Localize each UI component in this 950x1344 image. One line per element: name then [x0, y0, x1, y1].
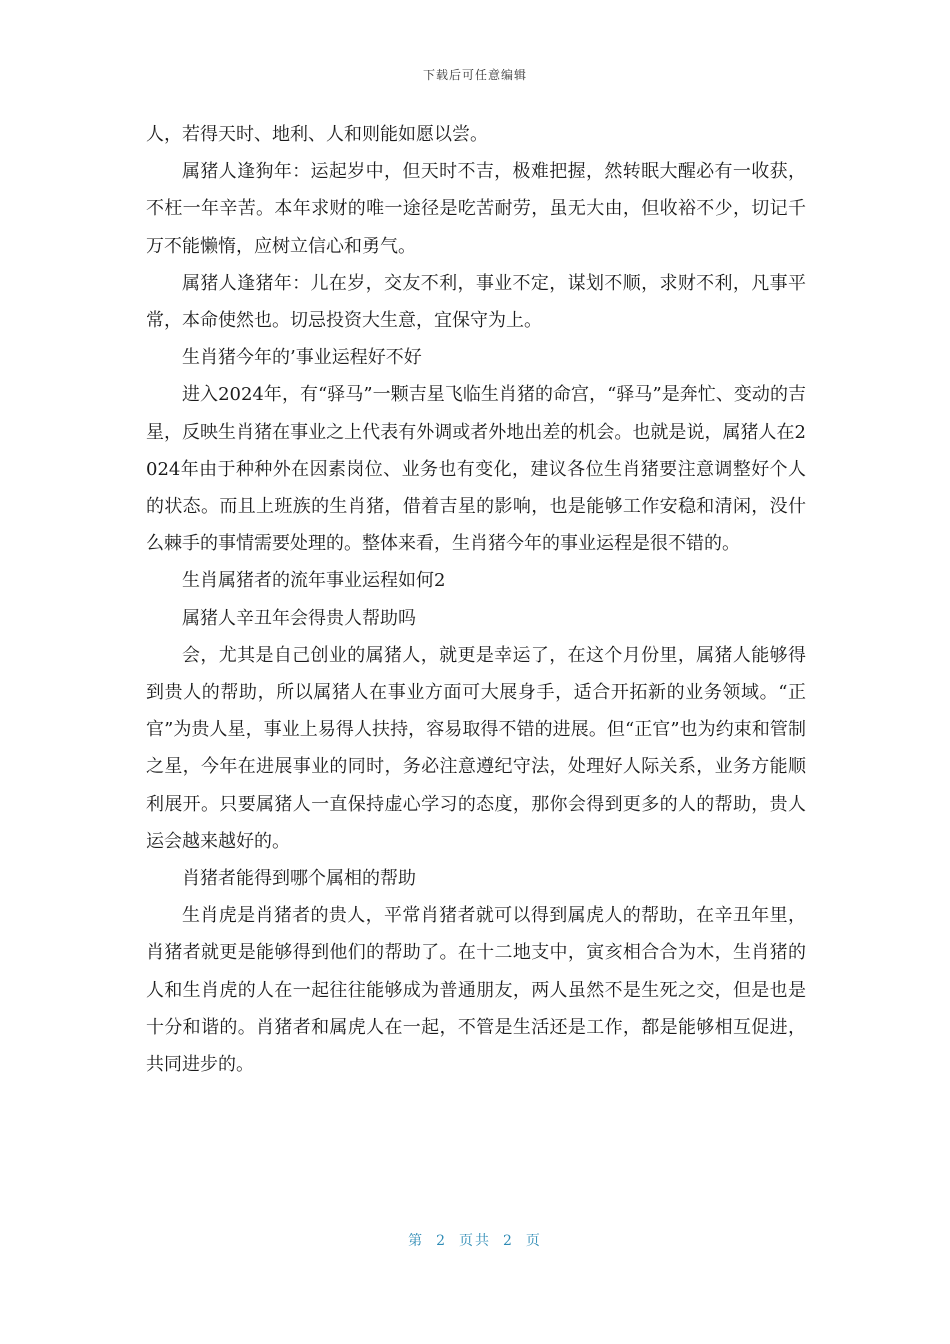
paragraph: 会，尤其是自己创业的属猪人，就更是幸运了，在这个月份里，属猪人能够得到贵人的帮助，所以属猪人在事业方面可大展身手，适合开拓新的业务领域。“正官”为贵人星，事业上易得人扶持，容易取得不错的进展。但“正官”也为约束和管制之星，今年在进展事业的同时，务必注意遵纪守法，处理好人际关系，业务方能顺利展开。只要属猪人一直保持虚心学习的态度，那你会得到更多的人的帮助，贵人运会越来越好的。 [146, 644, 806, 852]
total-page-number: 2 [503, 1233, 514, 1249]
footer-word: 页共 [459, 1233, 491, 1249]
section-heading: 属猪人辛丑年会得贵人帮助吗 [182, 607, 416, 629]
footer-word: 第 [408, 1233, 425, 1249]
paragraph: 进入2024年，有“驿马”一颗吉星飞临生肖猪的命宫，“驿马”是奔忙、变动的吉星，反映生肖猪在事业之上代表有外调或者外地出差的机会。也就是说，属猪人在2024年由于种种外在因素岗位、业务也有变化，建议各位生肖猪要注意调整好个人的状态。而且上班族的生肖猪，借着吉星的影响，也是能够工作安稳和清闲，没什么棘手的事情需要处理的。整体来看，生肖猪今年的事业运程是很不错的。 [146, 384, 806, 555]
footer-word: 页 [525, 1233, 542, 1249]
paragraph: 生肖虎是肖猪者的贵人，平常肖猪者就可以得到属虎人的帮助，在辛丑年里，肖猪者就更是能够得到他们的帮助了。在十二地支中，寅亥相合合为木，生肖猪的人和生肖虎的人在一起往往能够成为普通朋友，两人虽然不是生死之交，但是也是十分和谐的。肖猪者和属虎人在一起，不管是生活还是工作，都是能够相互促进，共同进步的。 [146, 905, 806, 1076]
header-note: 下载后可任意编辑 [422, 68, 527, 82]
current-page-number: 2 [436, 1233, 447, 1249]
document-body [146, 116, 806, 1083]
paragraph: 属猪人逢猪年：儿在岁，交友不利，事业不定，谋划不顺，求财不利，凡事平常，本命使然也。切忌投资大生意，宜保守为上。 [146, 272, 806, 332]
page-number-footer [0, 1230, 950, 1250]
section-heading: 肖猪者能得到哪个属相的帮助 [182, 868, 416, 890]
paragraph: 人，若得天时、地利、人和则能如愿以尝。 [146, 124, 488, 145]
paragraph: 属猪人逢狗年：运起岁中，但天时不吉，极难把握，然转眠大醒必有一收获，不枉一年辛苦。本年求财的唯一途径是吃苦耐劳，虽无大由，但收裕不少，切记千万不能懒惰，应树立信心和勇气。 [146, 161, 806, 257]
section-heading: 生肖猪今年的’事业运程好不好 [182, 347, 422, 369]
section-heading: 生肖属猪者的流年事业运程如何2 [182, 570, 446, 592]
